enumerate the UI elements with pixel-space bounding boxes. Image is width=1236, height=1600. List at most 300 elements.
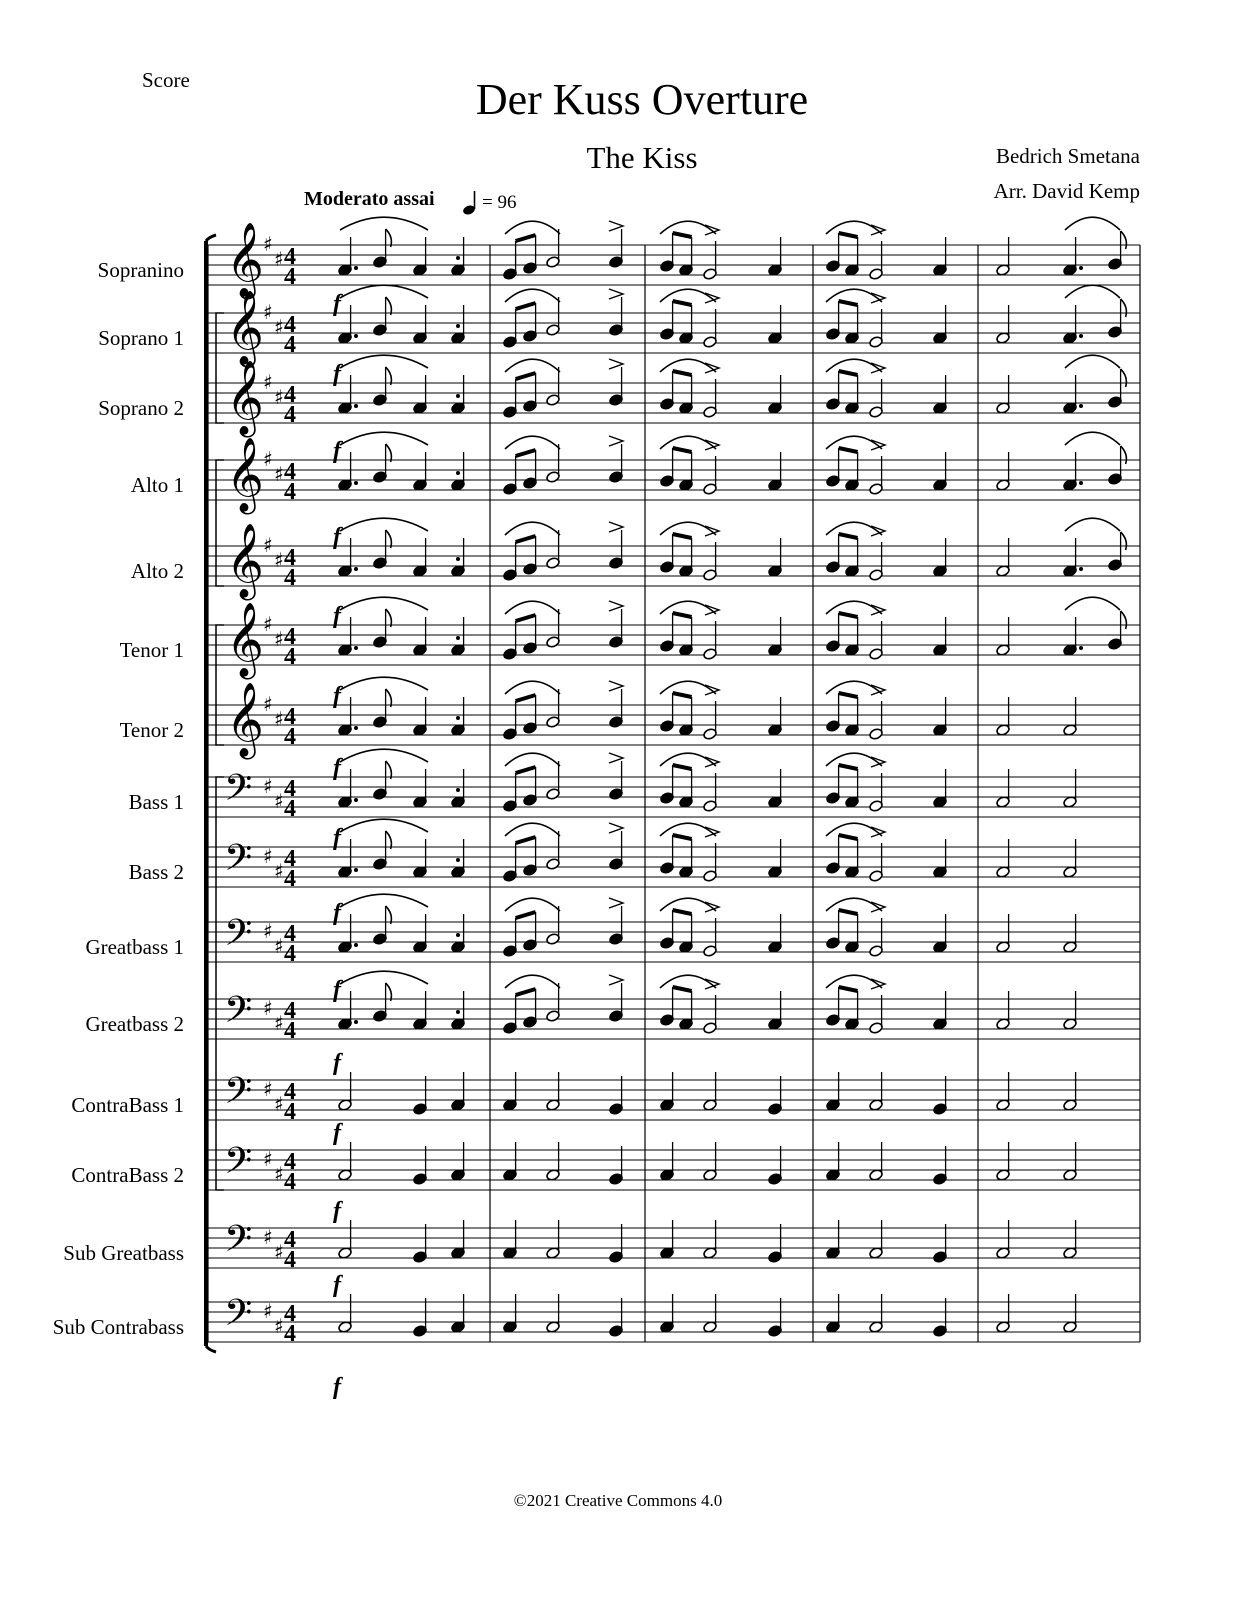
staff <box>208 819 1140 892</box>
slur <box>660 221 716 234</box>
note <box>546 1142 561 1181</box>
slur <box>340 894 428 907</box>
note <box>373 297 392 336</box>
slur <box>826 681 882 694</box>
sharp-icon: ♯ <box>274 934 284 958</box>
note <box>546 831 561 870</box>
accent-mark <box>609 289 623 299</box>
note <box>373 229 392 268</box>
note <box>413 375 428 414</box>
dynamic-marking: f <box>333 1198 341 1224</box>
slur <box>826 522 882 535</box>
slur <box>660 898 716 911</box>
time-signature-denominator: 4 <box>284 866 296 892</box>
staff <box>208 285 1140 368</box>
slur <box>1065 597 1120 610</box>
sharp-icon: ♯ <box>263 1225 273 1249</box>
note <box>679 697 694 736</box>
note <box>373 761 392 800</box>
note <box>768 452 783 491</box>
note <box>503 701 518 740</box>
slur <box>505 823 560 836</box>
sharp-icon: ♯ <box>274 315 284 339</box>
slur <box>826 436 882 449</box>
note <box>679 839 694 878</box>
note <box>933 769 948 808</box>
note <box>451 1142 466 1181</box>
note <box>869 309 884 348</box>
instrument-name: Sub Greatbass <box>63 1241 184 1265</box>
treble-clef-icon: 𝄞 <box>226 603 264 677</box>
slur <box>340 432 428 445</box>
note <box>660 613 675 652</box>
slur <box>340 677 428 690</box>
note <box>826 835 841 874</box>
note <box>996 1294 1011 1333</box>
note <box>869 843 884 882</box>
note <box>768 914 783 953</box>
accent-mark <box>609 753 623 763</box>
time-signature-numerator: 4 <box>284 1079 296 1105</box>
note <box>679 452 694 491</box>
time-signature-numerator: 4 <box>284 545 296 571</box>
note <box>1063 452 1083 491</box>
slur <box>660 359 716 372</box>
sharp-icon: ♯ <box>263 612 273 636</box>
slur <box>505 681 560 694</box>
note <box>609 229 624 268</box>
note <box>826 233 841 272</box>
note <box>869 918 884 957</box>
time-signature-numerator: 4 <box>284 382 296 408</box>
note <box>413 538 428 577</box>
sharp-icon: ♯ <box>263 692 273 716</box>
sharp-icon: ♯ <box>274 627 284 651</box>
note <box>660 1294 675 1333</box>
note <box>660 1072 675 1111</box>
note <box>768 1224 783 1263</box>
sharp-icon: ♯ <box>274 1092 284 1116</box>
note <box>1108 446 1127 485</box>
slur <box>660 681 716 694</box>
note <box>768 769 783 808</box>
note <box>768 305 783 344</box>
note <box>609 1224 624 1263</box>
note <box>996 1142 1011 1181</box>
slur <box>340 971 428 984</box>
bass-clef-icon: 𝄢 <box>224 912 253 963</box>
note <box>413 452 428 491</box>
note <box>933 991 948 1030</box>
note <box>768 237 783 276</box>
slur <box>826 898 882 911</box>
note <box>768 991 783 1030</box>
slur <box>505 359 560 372</box>
sharp-icon: ♯ <box>263 774 273 798</box>
instrument-name: ContraBass 1 <box>71 1093 184 1117</box>
note <box>338 237 358 276</box>
dynamic-marking: f <box>333 977 341 1003</box>
note <box>845 305 860 344</box>
accent-mark <box>609 681 623 691</box>
note <box>768 1298 783 1337</box>
note <box>503 379 518 418</box>
note <box>703 1072 718 1111</box>
sharp-icon: ♯ <box>274 1314 284 1338</box>
note <box>996 375 1011 414</box>
note <box>703 918 718 957</box>
note <box>933 914 948 953</box>
note <box>546 983 561 1022</box>
note <box>338 1072 353 1111</box>
instrument-name: Greatbass 1 <box>85 935 184 959</box>
note <box>933 617 948 656</box>
note <box>703 621 718 660</box>
note <box>503 241 518 280</box>
note <box>703 701 718 740</box>
note <box>703 843 718 882</box>
note <box>933 697 948 736</box>
note <box>413 914 428 953</box>
time-signature-denominator: 4 <box>284 1099 296 1125</box>
time-signature-denominator: 4 <box>284 1321 296 1347</box>
note <box>933 375 948 414</box>
group-bracket <box>216 777 224 1190</box>
time-signature-denominator: 4 <box>284 565 296 591</box>
group-bracket <box>216 313 224 423</box>
time-signature-denominator: 4 <box>284 941 296 967</box>
page-title: Der Kuss Overture <box>475 75 809 124</box>
note <box>845 452 860 491</box>
note <box>609 761 624 800</box>
note <box>869 1294 884 1333</box>
treble-clef-icon: 𝄞 <box>226 683 264 757</box>
dynamic-marking: f <box>333 1050 341 1076</box>
slur <box>340 285 428 298</box>
instrument-name: Alto 1 <box>130 473 184 497</box>
note <box>869 1220 884 1259</box>
note <box>845 237 860 276</box>
note <box>933 305 948 344</box>
note <box>373 609 392 648</box>
note <box>1063 1294 1078 1333</box>
staff <box>208 971 1140 1044</box>
note <box>768 839 783 878</box>
note <box>845 991 860 1030</box>
time-signature-numerator: 4 <box>284 1301 296 1327</box>
note <box>546 761 561 800</box>
note <box>679 375 694 414</box>
note <box>933 1224 948 1263</box>
note <box>679 538 694 577</box>
note <box>703 995 718 1034</box>
slur <box>505 436 560 449</box>
instrument-name: Sub Contrabass <box>52 1315 184 1339</box>
note <box>703 379 718 418</box>
dynamic-marking: f <box>333 825 341 851</box>
instrument-name: Soprano 1 <box>98 326 184 350</box>
note <box>660 693 675 732</box>
note <box>869 995 884 1034</box>
dynamic-marking: f <box>333 603 341 629</box>
accent-mark <box>609 823 623 833</box>
bass-clef-icon: 𝄢 <box>224 1218 253 1269</box>
note <box>546 530 561 569</box>
note <box>826 613 841 652</box>
sharp-icon: ♯ <box>263 919 273 943</box>
note <box>679 991 694 1030</box>
note <box>609 1076 624 1115</box>
sharp-icon: ♯ <box>263 370 273 394</box>
dynamic-marking: f <box>333 683 341 709</box>
note <box>1063 914 1078 953</box>
note <box>503 918 518 957</box>
note <box>413 991 428 1030</box>
note <box>996 914 1011 953</box>
note <box>373 530 392 569</box>
sharp-icon: ♯ <box>274 1011 284 1035</box>
dynamic-marking: f <box>333 291 341 317</box>
note <box>609 906 624 945</box>
sharp-icon: ♯ <box>263 533 273 557</box>
note <box>546 906 561 945</box>
note <box>768 538 783 577</box>
note <box>1063 839 1078 878</box>
note <box>826 1142 841 1181</box>
time-signature-numerator: 4 <box>284 624 296 650</box>
slur <box>826 601 882 614</box>
note <box>373 906 392 945</box>
note <box>451 1072 466 1111</box>
time-signature-numerator: 4 <box>284 312 296 338</box>
treble-clef-icon: 𝄞 <box>226 291 264 365</box>
instrument-name: Sopranino <box>97 258 184 282</box>
note <box>845 617 860 656</box>
instrument-name: Tenor 2 <box>119 718 184 742</box>
time-signature-numerator: 4 <box>284 704 296 730</box>
note <box>703 1220 718 1259</box>
note <box>703 1142 718 1181</box>
note <box>996 237 1011 276</box>
note <box>1063 1142 1078 1181</box>
slur <box>505 975 560 988</box>
note <box>609 367 624 406</box>
staff <box>208 1120 1140 1195</box>
arranger-credit: Arr. David Kemp <box>993 179 1140 203</box>
note <box>996 697 1011 736</box>
note <box>826 1294 841 1333</box>
note <box>703 456 718 495</box>
note <box>996 305 1011 344</box>
note <box>996 538 1011 577</box>
note <box>413 1224 428 1263</box>
time-signature-numerator: 4 <box>284 459 296 485</box>
staff <box>208 1050 1140 1125</box>
note <box>679 237 694 276</box>
time-signature-denominator: 4 <box>284 264 296 290</box>
trailing-dynamic <box>333 1374 343 1400</box>
slur <box>826 359 882 372</box>
note <box>503 621 518 660</box>
note <box>1108 611 1127 650</box>
instrument-name: ContraBass 2 <box>71 1163 184 1187</box>
slur <box>826 289 882 302</box>
note <box>660 534 675 573</box>
dynamic-marking: f <box>333 1272 341 1298</box>
staff <box>208 1272 1140 1347</box>
dynamic-marking: f <box>333 361 341 387</box>
note <box>996 991 1011 1030</box>
note <box>413 697 428 736</box>
time-signature-denominator: 4 <box>284 1169 296 1195</box>
note <box>503 995 518 1034</box>
note <box>768 697 783 736</box>
note <box>768 617 783 656</box>
note <box>1063 617 1083 656</box>
dynamic-marking: f <box>333 438 341 464</box>
bass-clef-icon: 𝄢 <box>224 767 253 818</box>
note <box>413 617 428 656</box>
note <box>996 1072 1011 1111</box>
sharp-icon: ♯ <box>274 548 284 572</box>
note <box>845 769 860 808</box>
accent-mark <box>609 975 623 985</box>
time-signature-denominator: 4 <box>284 1018 296 1044</box>
note <box>660 301 675 340</box>
note <box>703 773 718 812</box>
note <box>679 914 694 953</box>
treble-clef-icon: 𝄞 <box>226 438 264 512</box>
note <box>869 773 884 812</box>
note <box>413 1076 428 1115</box>
slur <box>660 436 716 449</box>
dynamic-marking: f <box>333 755 341 781</box>
slur <box>660 601 716 614</box>
slur <box>660 975 716 988</box>
score-label: Score <box>142 68 190 92</box>
note <box>933 1298 948 1337</box>
note <box>933 538 948 577</box>
note <box>869 1142 884 1181</box>
composer-credit: Bedrich Smetana <box>995 144 1140 168</box>
note <box>869 621 884 660</box>
note <box>413 839 428 878</box>
note <box>933 237 948 276</box>
note <box>609 689 624 728</box>
instrument-name: Alto 2 <box>130 559 184 583</box>
time-signature-denominator: 4 <box>284 332 296 358</box>
note <box>413 1146 428 1185</box>
note <box>1063 538 1083 577</box>
note <box>503 309 518 348</box>
note <box>660 233 675 272</box>
note <box>451 1294 466 1333</box>
note <box>869 379 884 418</box>
time-signature-numerator: 4 <box>284 1149 296 1175</box>
accent-mark <box>609 898 623 908</box>
slur <box>505 522 560 535</box>
staff <box>208 432 1140 515</box>
note <box>1063 697 1078 736</box>
time-signature-denominator: 4 <box>284 724 296 750</box>
copyright-footer: ©2021 Creative Commons 4.0 <box>513 1491 723 1510</box>
bass-clef-icon: 𝄢 <box>224 1140 253 1191</box>
slur <box>1065 518 1120 531</box>
note <box>1108 532 1127 571</box>
time-signature-numerator: 4 <box>284 921 296 947</box>
note <box>933 452 948 491</box>
time-signature-numerator: 4 <box>284 846 296 872</box>
note <box>1063 305 1083 344</box>
sharp-icon: ♯ <box>263 1299 273 1323</box>
time-signature-denominator: 4 <box>284 479 296 505</box>
note <box>546 609 561 648</box>
bass-clef-icon: 𝄢 <box>224 1292 253 1343</box>
note <box>660 371 675 410</box>
note <box>933 1146 948 1185</box>
note <box>503 456 518 495</box>
instrument-name: Soprano 2 <box>98 396 184 420</box>
note <box>660 448 675 487</box>
note <box>503 773 518 812</box>
note <box>1108 369 1127 408</box>
note <box>869 456 884 495</box>
note <box>933 839 948 878</box>
note <box>338 1142 353 1181</box>
note <box>373 689 392 728</box>
slur <box>1065 217 1120 230</box>
note <box>609 1146 624 1185</box>
sharp-icon: ♯ <box>274 707 284 731</box>
sharp-icon: ♯ <box>274 789 284 813</box>
slur <box>505 601 560 614</box>
bass-clef-icon: 𝄢 <box>224 1070 253 1121</box>
note <box>845 697 860 736</box>
note <box>996 839 1011 878</box>
note <box>826 910 841 949</box>
staff <box>208 355 1140 438</box>
slur <box>826 975 882 988</box>
instrument-name: Tenor 1 <box>119 638 184 662</box>
note <box>546 1072 561 1111</box>
sharp-icon: ♯ <box>263 1077 273 1101</box>
instrument-name: Greatbass 2 <box>85 1012 184 1036</box>
slur <box>505 898 560 911</box>
slur <box>340 597 428 610</box>
note <box>1063 1220 1078 1259</box>
slur <box>826 823 882 836</box>
note <box>826 765 841 804</box>
note <box>503 1142 518 1181</box>
slur <box>660 522 716 535</box>
dynamic-marking: f <box>333 1374 341 1400</box>
dynamic-marking: f <box>333 524 341 550</box>
sharp-icon: ♯ <box>274 247 284 271</box>
time-signature-denominator: 4 <box>284 796 296 822</box>
note <box>869 701 884 740</box>
sharp-icon: ♯ <box>263 300 273 324</box>
accent-mark <box>609 436 623 446</box>
note <box>609 609 624 648</box>
dynamic-marking: f <box>333 900 341 926</box>
instrument-name: Bass 2 <box>128 860 184 884</box>
note <box>826 693 841 732</box>
note <box>338 1294 353 1333</box>
sharp-icon: ♯ <box>274 859 284 883</box>
time-signature-numerator: 4 <box>284 776 296 802</box>
note <box>546 689 561 728</box>
bass-clef-icon: 𝄢 <box>224 989 253 1040</box>
